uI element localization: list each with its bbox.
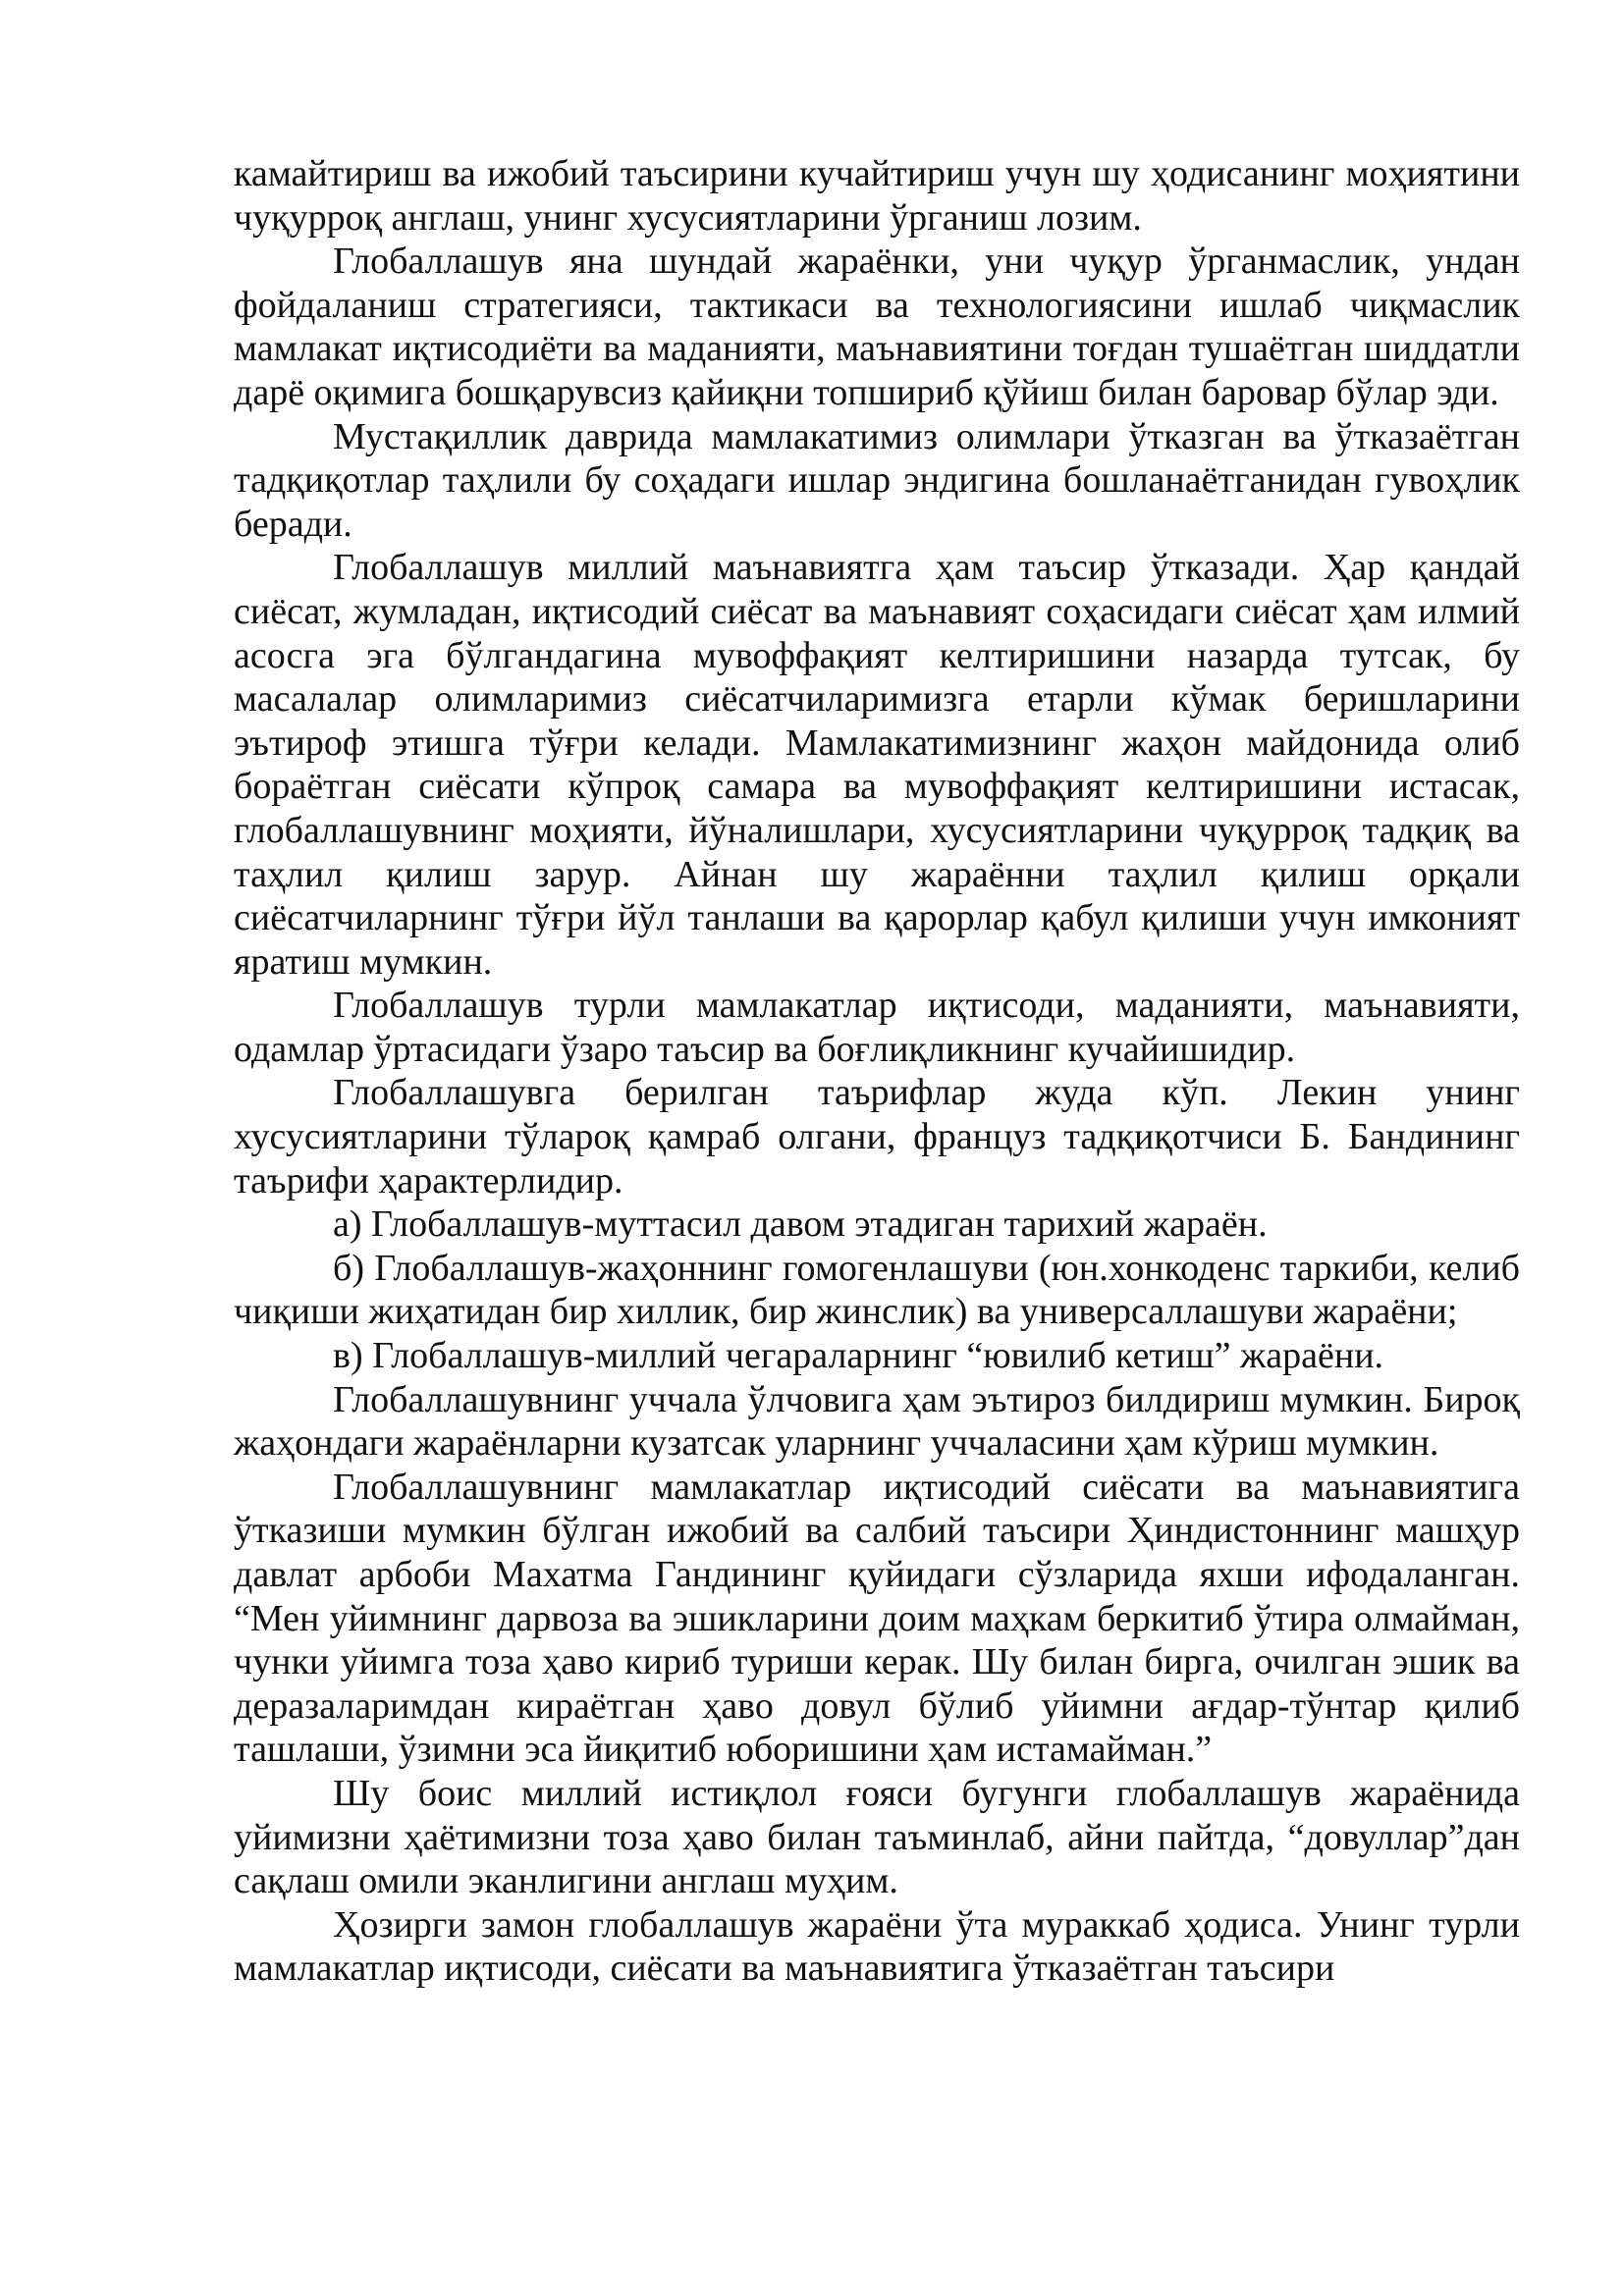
list-item-c: в) Глобаллашув-миллий чегараларнинг “ювилиб кетиш” жараёни. (333, 1335, 1384, 1377)
paragraph: Глобаллашувга берилган таърифлар жуда кўп. Лекин унинг хусусиятларини тўлароқ қамраб олгани, француз тадқиқотчиси Б. Бандининг таърифи ҳарактерлидир. (234, 1072, 1520, 1201)
paragraph: Глобаллашув яна шундай жараёнки, уни чуқур ўрганмаслик, ундан фойдаланиш стратегияси, тактикаси ва технологиясини ишлаб чиқмаслик мамлакат иқтисодиёти ва маданияти, маънавиятини тоғдан тушаётган шиддатли дарё оқимига бошқарувсиз қайиқни топшириб қўйиш билан баровар бўлар эди. (234, 240, 1520, 413)
paragraph: камайтириш ва ижобий таъсирини кучайтириш учун шу ҳодисанинг моҳиятини чуқурроқ англаш, унинг хусусиятларини ўрганиш лозим. (234, 153, 1520, 239)
list-item-a: а) Глобаллашув-муттасил давом этадиган тарихий жараён. (333, 1203, 1268, 1246)
paragraph: Глобаллашувнинг уччала ўлчовига ҳам эътироз билдириш мумкин. Бироқ жаҳондаги жараёнларни кузатсак уларнинг уччаласини ҳам кўриш мумкин. (234, 1378, 1520, 1465)
paragraph: Ҳозирги замон глобаллашув жараёни ўта мураккаб ҳодиса. Унинг турли мамлакатлар иқтисоди, сиёсати ва маънавиятига ўтказаётган таъсири (234, 1903, 1520, 1990)
list-item-b: б) Глобаллашув-жаҳоннинг гомогенлашуви (юн.хонкоденс таркиби, келиб чиқиши жиҳатидан бир хиллик, бир жинслик) ва универсаллашуви жараёни; (234, 1247, 1520, 1333)
document-page (234, 152, 1520, 1991)
paragraph-quote: Глобаллашувнинг мамлакатлар иқтисодий сиёсати ва маънавиятига ўтказиши мумкин бўлган ижобий ва салбий таъсири Ҳиндистоннинг машҳур давлат арбоби Махатма Гандининг қуйидаги сўзларида яхши ифодаланган. “Мен уйимнинг дарвоза ва эшикларини доим маҳкам беркитиб ўтира олмайман, чунки уйимга тоза ҳаво кириб туриши керак. Шу билан бирга, очилган эшик ва деразаларимдан кираётган ҳаво довул бўлиб уйимни ағдар-тўнтар қилиб ташлаши, ўзимни эса йиқитиб юборишини ҳам истамайман.” (234, 1466, 1520, 1771)
paragraph: Глобаллашув турли мамлакатлар иқтисоди, маданияти, маънавияти, одамлар ўртасидаги ўзаро таъсир ва боғлиқликнинг кучайишидир. (234, 985, 1520, 1070)
paragraph: Шу боис миллий истиқлол ғояси бугунги глобаллашув жараёнида уйимизни ҳаётимизни тоза ҳаво билан таъминлаб, айни пайтда, “довуллар”дан сақлаш омили эканлигини англаш муҳим. (234, 1772, 1520, 1902)
paragraph: Глобаллашув миллий маънавиятга ҳам таъсир ўтказади. Ҳар қандай сиёсат, жумладан, иқтисодий сиёсат ва маънавият соҳасидаги сиёсат ҳам илмий асосга эга бўлгандагина мувоффақият келтиришини назарда тутсак, бу масалалар олимларимиз сиёсатчиларимизга етарли кўмак беришларини эътироф этишга тўғри келади. Мамлакатимизнинг жаҳон майдонида олиб бораётган сиёсати кўпроқ самара ва мувоффақият келтиришини истасак, глобаллашувнинг моҳияти, йўналишлари, хусусиятларини чуқурроқ тадқиқ ва таҳлил қилиш зарур. Айнан шу жараённи таҳлил қилиш орқали сиёсатчиларнинг тўғри йўл танлаши ва қарорлар қабул қилиши учун имконият яратиш мумкин. (234, 547, 1520, 983)
paragraph: Мустақиллик даврида мамлакатимиз олимлари ўтказган ва ўтказаётган тадқиқотлар таҳлили бу соҳадаги ишлар эндигина бошланаётганидан гувоҳлик беради. (234, 415, 1520, 545)
